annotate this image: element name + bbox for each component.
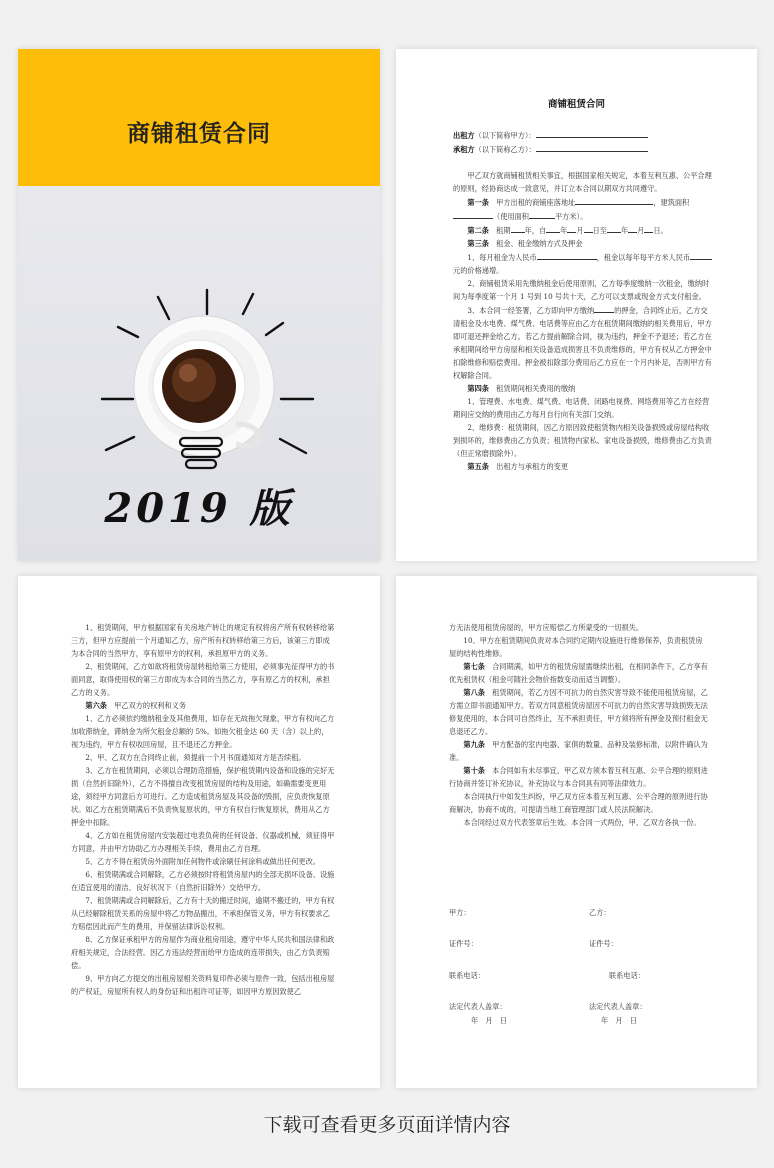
article-2-d1: 日至 (592, 226, 607, 235)
intro-paragraph: 甲乙双方就商铺租赁相关事宜，根据国家相关规定，本着互利互惠、公平合理的原则，经协商达成一致意见，并订立本合同以期双方共同遵守。 (453, 171, 712, 193)
transfer-1: 1、租赁期间，甲方根据国家有关房地产转让的规定有权将房产所有权转移给第三方，但甲方应提前一个月通知乙方，房产所有权转移给第三方后，该第三方即成为本合同的当然甲方，享有原甲方的权利，承担原甲方的义务。 (71, 623, 335, 658)
rights-6: 6、租赁期满或合同解除，乙方必须按时将租赁房屋内的全部无损坏设备、设施在适宜使用的清洁、良好状况下（自然折旧除外）交给甲方。 (71, 870, 335, 892)
download-hint[interactable]: 下载可查看更多页面详情内容 (263, 1114, 511, 1136)
rights-5: 5、乙方不得在租赁房外面附加任何物件或涂刷任何涂料或做出任何更改。 (85, 857, 320, 866)
article-1-text: 甲方出租的商铺座落地址 (496, 198, 576, 207)
article-5-title: 出租方与承租方的变更 (496, 462, 569, 471)
article-1-area: ，建筑面积 (653, 198, 690, 207)
article-7-text: 合同期满，如甲方的租赁房屋需继续出租，在相同条件下，乙方享有优先租赁权（租金可随社会物价指数变动而适当调整）。 (449, 662, 708, 684)
lessee-blank (536, 142, 648, 152)
article-2-y1: 年 (560, 226, 568, 235)
page3-body (449, 621, 709, 829)
article-4-label: 第四条 (467, 384, 489, 393)
lessee-note: （以下简称乙方）： (474, 145, 536, 154)
lessor-note: （以下简称甲方）： (474, 131, 536, 140)
party-a-label: 甲方： (449, 908, 471, 917)
contract-page-1 (396, 49, 757, 561)
article-4-2: 2、维修费：租赁期间，因乙方原因致使租赁物内相关设备损毁或房屋结构收到损坏的，维修费由乙方负责；租赁物内家私、家电设备损毁，维修费由乙方负责（但正常磨损除外）。 (453, 423, 712, 458)
article-1-label: 第一条 (467, 198, 489, 207)
party-a-id: 证件号： (449, 939, 478, 948)
article-3-label: 第三条 (467, 239, 489, 248)
article-2-year: 年，自 (524, 226, 547, 235)
article-9-text: 甲方配备的室内电器、家俱的数量、品种及装修标准，以附件确认为准。 (449, 740, 708, 762)
party-a-phone: 联系电话： (449, 971, 485, 980)
lessor-blank (536, 128, 648, 138)
party-b-label: 乙方： (589, 908, 611, 917)
effect-paragraph: 本合同经过双方代表签章后生效。本合同一式两份，甲、乙双方各执一份。 (463, 818, 701, 827)
page1-body (453, 128, 713, 473)
maintenance-10: 10、甲方在租赁期间负责对本合同约定期内设施进行维修保养，负责租赁房屋的结构性维修。 (449, 636, 703, 658)
party-a-date: 年 月 日 (471, 1016, 507, 1025)
article-10-text: 本合同如有未尽事宜，甲乙双方须本着互利互惠、公平合理的原则进行协商并签订补充协议，补充协议与本合同具有同等法律效力。 (449, 766, 708, 788)
article-8-label: 第八条 (463, 688, 485, 697)
article-3-title: 租金、租金缴纳方式及押金 (496, 239, 583, 248)
lessor-label: 出租方 (453, 131, 475, 140)
rights-9: 9、甲方向乙方提交的出租房屋相关资料复印件必须与原件一致，包括出租房屋的产权证，房屋所有权人的身份证和出租许可证等，如因甲方原因致使乙 (71, 974, 335, 996)
rights-4: 4、乙方如在租赁房屋内安装超过电表负荷的任何设备、仪器或机械，须征得甲方同意，并由甲方协助乙方办理相关手续，费用由乙方自理。 (71, 831, 335, 853)
article-3-1c: 元的价格递增。 (453, 266, 504, 275)
bulb-base-icon (176, 434, 226, 474)
rights-7: 7、租赁期满或合同解除后，乙方有十天的搬迁时间，逾期不搬迁的，甲方有权从已经解除租赁关系的房屋中将乙方物品搬出，不承担保管义务，甲方有权要求乙方赔偿因此而产生的费用，并保留法律诉讼权利。 (71, 896, 335, 931)
party-b-date: 年 月 日 (601, 1016, 637, 1025)
article-1-usable: （使用面积 (493, 212, 529, 221)
cover-title: 商铺租赁合同 (127, 121, 271, 147)
article-7-label: 第七条 (463, 662, 485, 671)
article-5-label: 第五条 (467, 462, 489, 471)
article-4-title: 租赁期间相关费用的缴纳 (496, 384, 576, 393)
contract-page-3 (396, 576, 757, 1088)
article-6-title: 甲乙双方的权利和义务 (114, 701, 187, 710)
article-2-d2: 日。 (653, 226, 668, 235)
party-b-phone: 联系电话： (609, 971, 645, 980)
dispute-paragraph: 本合同执行中如发生纠纷，甲乙双方应本着互利互惠、公平合理的原则进行协商解决，协商不成的，可提请当地工商管理部门或人民法院解决。 (449, 792, 708, 814)
article-2-m1: 月 (576, 226, 584, 235)
page2-body (71, 621, 335, 998)
article-2-text: 租期 (496, 226, 511, 235)
rights-8: 8、乙方保证承租甲方的房屋作为商业租房用途，遵守中华人民共和国法律和政府相关规定，合法经营。因乙方违法经营而给甲方造成的连带损失，由乙方负责赔偿。 (71, 935, 335, 970)
contract-page-2 (18, 576, 380, 1088)
party-b-id: 证件号： (589, 939, 618, 948)
article-2-y2: 年 (620, 226, 629, 235)
rights-1: 1、乙方必须依约缴纳租金及其他费用，如存在无故拖欠现象，甲方有权向乙方加收滞纳金，滞纳金为所欠租金总额的 5%。如拖欠租金达 60 天（含）以上的，视为违约，甲方有权收回房屋，且不退还乙方押金。 (71, 714, 335, 749)
party-a-rep: 法定代表人盖章： (449, 1002, 507, 1011)
article-1-unit: 平方米）。 (554, 212, 588, 221)
lightbulb-coffee-icon (18, 186, 380, 466)
article-3-2: 2、商铺租赁采用先缴纳租金后使用原则，乙方每季度缴纳一次租金，缴纳时间为每季度第一个月 1 号到 10 号共十天，乙方可以支票或现金方式支付租金。 (453, 279, 710, 301)
rights-2: 2、甲、乙双方在合同终止前，须提前一个月书面通知对方是否续租。 (85, 753, 306, 762)
page1-title: 商铺租赁合同 (547, 99, 605, 110)
article-3-1b: ，租金以每年每平方米人民币 (596, 253, 691, 262)
article-2-m2: 月 (637, 226, 645, 235)
cover-page (18, 49, 380, 561)
article-6-label: 第六条 (85, 701, 107, 710)
article-3-3a: 3、本合同一经签署，乙方即向甲方缴纳 (467, 306, 595, 315)
cover-year: 2019 版 (104, 485, 294, 532)
rights-3: 3、乙方在租赁期间，必须以合理防范措施，保护租赁期内设备和设施的完好无损（自然折旧除外），乙方不得擅自改变租赁房屋的结构及用途，如确需要变更用途，须经甲方同意后方可进行。乙方造成租赁房屋及其设备的毁损，应负责恢复原状。如乙方在租赁期满后不负责恢复原状的，甲方有权自行恢复原状，费用从乙方押金中扣除。 (71, 766, 335, 827)
transfer-2: 2、租赁期间，乙方如欲将租赁房屋转租给第三方使用，必须事先征得甲方的书面同意，取得使用权的第三方即成为本合同的当然乙方，享有原乙方的权利，承担乙方的义务。 (71, 662, 335, 697)
continuation-1: 方无法使用租赁房屋的，甲方应赔偿乙方所蒙受的一切损失。 (449, 623, 644, 632)
lessee-label: 承租方 (453, 145, 475, 154)
article-4-1: 1、管理费、水电费、煤气费、电话费、闭路电视费、网络费用等乙方在经营期间应交纳的费用由乙方每月自行向有关部门交纳。 (453, 397, 710, 419)
article-2-label: 第二条 (467, 226, 489, 235)
party-b-rep: 法定代表人盖章： (589, 1002, 647, 1011)
article-3-1a: 1、每月租金为人民币 (467, 253, 537, 262)
article-10-label: 第十条 (463, 766, 485, 775)
article-8-text: 租赁期间，若乙方因不可抗力的自然灾害导致不能使用租赁房屋，乙方需立即书面通知甲方。若双方同意租赁房屋因不可抗力的自然灾害导致损毁无法修复使用的，本合同可自然终止，互不承担责任，甲方须将所有押金及预付租金无息退还乙方。 (449, 688, 708, 736)
article-9-label: 第九条 (463, 740, 485, 749)
article-3-3b: 的押金，合同终止后，乙方交清租金及水电费、煤气费、电话费等应由乙方在租赁期间缴纳的相关费用后，甲方即可退还押金给乙方。若乙方提前解除合同，视为违约，押金不予退还；若乙方在承租期间给甲方房屋和相关设备造成损害且不负责维修的，甲方有权从乙方押金中扣除维修和赔偿费用。押金被扣除部分费用后乙方应在一个月内补足，否则甲方有权解除合同。 (453, 306, 712, 380)
